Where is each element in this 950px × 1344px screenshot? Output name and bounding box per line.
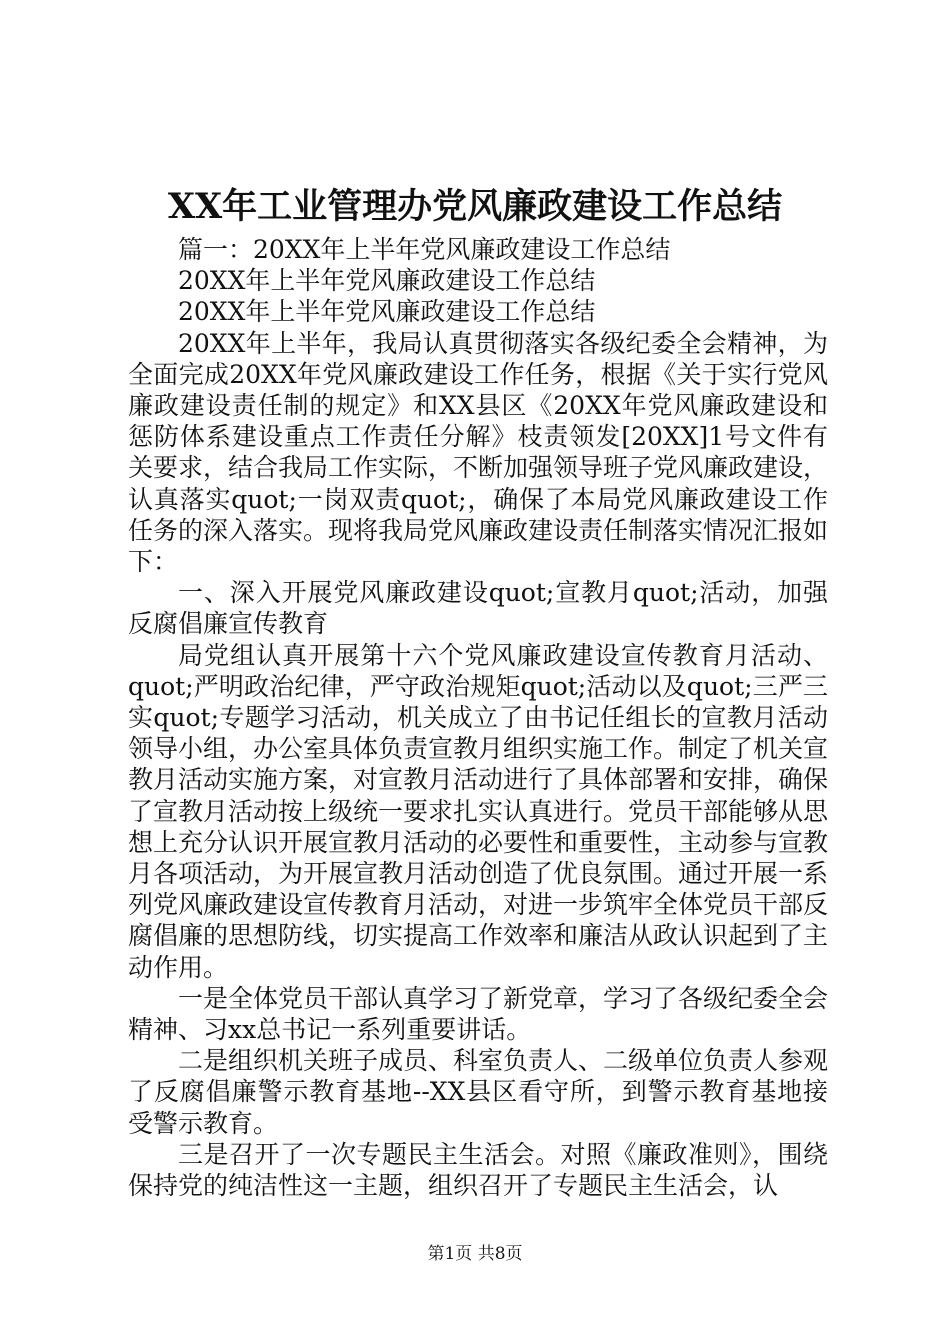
paragraph-heading-1: 篇一：20XX年上半年党风廉政建设工作总结: [178, 235, 671, 264]
paragraph-subtitle-1: 20XX年上半年党风廉政建设工作总结: [178, 266, 596, 296]
paragraph-item-1: 一是全体党员干部认真学习了新党章，学习了各级纪委全会精神、习xx总书记一系列重要讲话。: [128, 983, 829, 1045]
paragraph-item-2: 二是组织机关班子成员、科室负责人、二级单位负责人参观了反腐倡廉警示教育基地--XX县区看守所，到警示教育基地接受警示教育。: [128, 1046, 829, 1138]
document-body: [128, 234, 828, 1201]
document-title: XX年工业管理办党风廉政建设工作总结: [167, 186, 783, 227]
paragraph-item-3: 三是召开了一次专题民主生活会。对照《廉政准则》，围绕保持党的纯洁性这一主题，组织召开了专题民主生活会，认: [128, 1139, 828, 1201]
paragraph-section-1-body: 局党组认真开展第十六个党风廉政建设宣传教育月活动、quot;严明政治纪律，严守政治规矩quot;活动以及quot;三严三实quot;专题学习活动，机关成立了由书记任组长的宣教月活动领导小组，办公室具体负责宣教月组织实施工作。制定了机关宣教月活动实施方案，对宣教月活动进行了具体部署和安排，确保了宣教月活动按上级统一要求扎实认真进行。党员干部能够从思想上充分认识开展宣教月活动的必要性和重要性，主动参与宣教月各项活动，为开展宣教月活动创造了优良氛围。通过开展一系列党风廉政建设宣传教育月活动，对进一步筑牢全体党员干部反腐倡廉的思想防线，切实提高工作效率和廉洁从政认识起到了主动作用。: [128, 640, 829, 982]
paragraph-subtitle-2: 20XX年上半年党风廉政建设工作总结: [178, 297, 596, 327]
paragraph-section-1: 一、深入开展党风廉政建设quot;宣教月quot;活动，加强反腐倡廉宣传教育: [128, 578, 828, 639]
paragraph-intro: 20XX年上半年，我局认真贯彻落实各级纪委全会精神，为全面完成20XX年党风廉政建设工作任务，根据《关于实行党风廉政建设责任制的规定》和XX县区《20XX年党风廉政建设和惩防体系建设重点工作责任分解》枝责领发[20XX]1号文件有关要求，结合我局工作实际，不断加强领导班子党风廉政建设，认真落实quot;一岗双责quot;，确保了本局党风廉政建设工作任务的深入落实。现将我局党风廉政建设责任制落实情况汇报如下：: [128, 328, 829, 577]
page-footer: 第1页 共8页: [427, 1244, 523, 1264]
